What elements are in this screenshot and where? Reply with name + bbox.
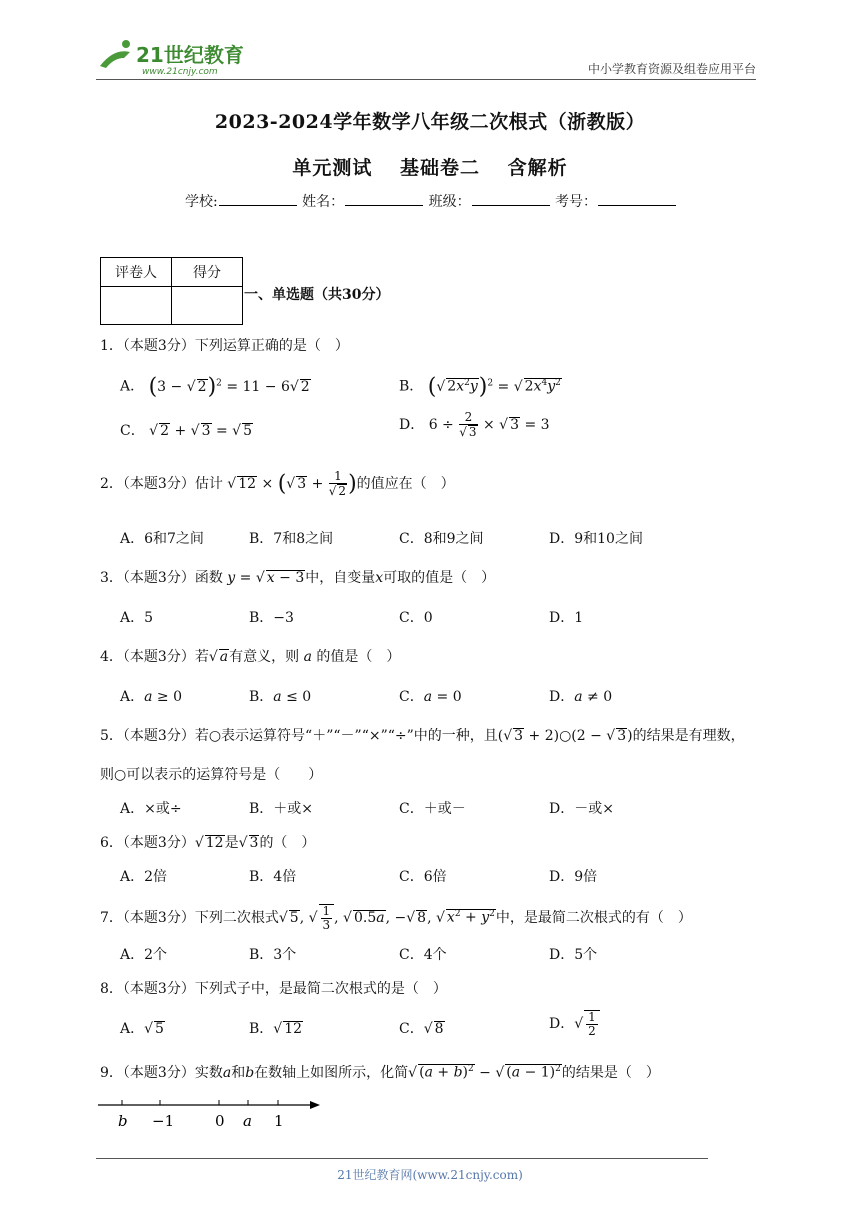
option-label: B． [249,1021,274,1037]
question-number: 6． [100,835,123,851]
arrow-icon [310,1101,320,1109]
option-4a[interactable]: A．a ≥ 0 [120,689,183,705]
question-number: 2． [100,475,123,492]
option-label: D． [549,1016,575,1033]
option-label: B． [249,689,274,705]
score-cell[interactable] [172,287,243,325]
option-4c[interactable]: C．a = 0 [399,689,462,705]
question-number: 9． [100,1065,123,1081]
student-info-fields [0,191,860,211]
question-stem-a: 若 [194,649,209,665]
section-heading: 一、单选题（共30分） [244,287,390,303]
logo-text: 21世纪教育 [136,43,244,67]
option-label: C． [399,1021,424,1037]
question-2: 2．（本题3分）估计 √ 12 × (√ 3 + $\frac{1}{√ 2}$ )的值应在（ ） [100,469,455,498]
question-points: （本题3分） [122,570,195,586]
option-6b[interactable]: B．4倍 [249,869,297,885]
option-label: A． [120,378,145,395]
option-2c[interactable]: C．8和9之间 [399,531,484,547]
question-8 [100,978,447,998]
logo-url: www.21cnjy.com [142,67,218,77]
number-line-label-1: 1 [274,1112,284,1130]
footer-text: 21世纪教育网(www.21cnjy.com) [337,1168,523,1182]
score-table [100,257,243,325]
platform-name: 中小学教育资源及组卷应用平台 [587,62,756,76]
question-points: （本题3分） [122,338,195,354]
option-1c[interactable]: C． √ 2 + √ 3 = √ 5 [120,423,252,439]
question-5: 5．（本题3分）若○表示运算符号“＋”“－”“×”“÷”中的一种，且(√ 3 + 2)○(2 − √ 3)的结果是有理数， [100,728,745,744]
header-divider [96,79,756,80]
question-stem-a: 若○表示运算符号“＋”“－”“×”“÷”中的一种，且 [194,728,498,744]
question-points: （本题3分） [122,981,195,997]
grader-cell[interactable] [101,287,172,325]
question-9: 9．（本题3分）实数a和b在数轴上如图所示，化简√ $(a + b)^2$ − √ $(a - 1)^2$的结果是（ ） [100,1064,660,1081]
question-number: 8． [100,981,123,997]
option-2b[interactable]: B．7和8之间 [249,531,334,547]
number-line-label-a: a [243,1112,252,1130]
option-8d[interactable]: D．√ $\frac{1}{2}$ [549,1010,600,1037]
option-3b[interactable]: B．−3 [249,610,294,626]
school-blank[interactable] [219,193,297,206]
option-5d[interactable]: D．－或× [549,801,614,817]
question-points: （本题3分） [122,649,195,665]
name-blank[interactable] [345,193,423,206]
option-2d[interactable]: D．9和10之间 [549,531,643,547]
option-6d[interactable]: D．9倍 [549,869,598,885]
question-7: 7．（本题3分）下列二次根式√ 5, √ $\frac{1}{3}$ , √ 0.5a, −√ 8, √ $x^2 + y^2$中，是最简二次根式的有（ ） [100,904,692,932]
question-number: 3． [100,570,123,586]
option-7b[interactable]: B．3个 [249,947,297,963]
option-2a[interactable]: A．6和7之间 [120,531,204,547]
option-7c[interactable]: C．4个 [399,947,447,963]
option-5b[interactable]: B．＋或× [249,801,314,817]
number-line-label-b: b [118,1112,128,1130]
question-stem-b: 中，自变量 [305,570,376,586]
footer-divider [96,1158,708,1159]
option-3d[interactable]: D．1 [549,610,584,626]
question-3: 3．（本题3分）函数 y = √ x − 3中，自变量x可取的值是（ ） [100,570,496,586]
option-6a[interactable]: A．2倍 [120,869,168,885]
option-1a[interactable]: A． (3 − √ 2)$^2$ = 11 − 6√ 2 [120,374,310,399]
option-5a[interactable]: A．×或÷ [120,801,182,817]
question-stem-b: 的（ ） [259,835,316,851]
option-7d[interactable]: D．5个 [549,947,598,963]
question-number: 7． [100,910,123,927]
option-3c[interactable]: C．0 [399,610,433,626]
question-stem-a: 估计 [194,475,223,492]
question-stem-b: 的结果是有理数， [632,728,745,744]
option-8b[interactable]: B．√ 12 [249,1021,303,1037]
question-number: 1． [100,338,123,354]
class-blank[interactable] [472,193,550,206]
question-number: 4． [100,649,123,665]
option-1b[interactable]: B． (√ $2x^2y)^2$ = √ $2x^4y^2$ [399,374,561,399]
question-stem-b: 中，是最简二次根式的有（ ） [495,910,692,927]
question-stem-a: 函数 [194,570,223,586]
question-points: （本题3分） [122,475,195,492]
name-label: 姓名： [302,194,345,210]
question-points: （本题3分） [122,728,195,744]
option-6c[interactable]: C．6倍 [399,869,447,885]
number-line-figure [96,1096,326,1130]
option-4d[interactable]: D．a ≠ 0 [549,689,613,705]
option-3a[interactable]: A．5 [120,610,154,626]
question-6: 6．（本题3分）√ 12是√ 3的（ ） [100,835,316,851]
number-line-label-0: 0 [215,1112,225,1130]
question-points: （本题3分） [122,910,195,927]
option-label: B． [399,378,424,395]
question-points: （本题3分） [122,835,195,851]
option-8a[interactable]: A．√ 5 [120,1021,164,1037]
option-label: C． [399,689,424,705]
subtitle-part-3: 含解析 [507,157,568,179]
option-label: A． [120,1021,145,1037]
option-7a[interactable]: A．2个 [120,947,168,963]
number-line-label-neg1: −1 [152,1112,175,1130]
exam-number-label: 考号： [555,194,598,210]
question-points: （本题3分） [122,1065,195,1081]
document-subtitle [0,153,860,180]
question-stem-b: 有意义，则 [229,649,300,665]
option-1d[interactable]: D． 6 ÷ $\frac{2}{√ 3}$ × √ 3 = 3 [399,410,550,439]
school-label: 学校: [184,194,218,210]
class-label: 班级： [428,194,471,210]
option-label: A． [120,689,145,705]
question-4: 4．（本题3分）若√ a有意义，则 a 的值是（ ） [100,649,401,665]
grader-header: 评卷人 [101,258,172,287]
subtitle-part-1: 单元测试 [292,157,373,179]
document-title: 2023-2024学年数学八年级二次根式（浙教版） [214,111,646,133]
question-stem-a: 实数 [194,1065,223,1081]
question-stem-c: 在数轴上如图所示，化简 [254,1065,409,1081]
question-stem-a: 是 [224,835,239,851]
site-logo [96,36,266,78]
question-stem: 下列式子中，是最简二次根式的是（ ） [194,981,447,997]
question-1 [100,335,349,355]
question-stem-c: 的值是（ ） [316,649,401,665]
question-stem-a: 下列二次根式 [194,910,279,927]
question-stem-b: 的值应在（ ） [356,475,455,492]
score-header: 得分 [172,258,243,287]
question-stem-c: 可取的值是（ ） [383,570,496,586]
option-label: D． [399,416,425,433]
question-5-line2: 则○可以表示的运算符号是（ ） [100,767,323,783]
option-8c[interactable]: C．√ 8 [399,1021,444,1037]
option-label: C． [120,423,145,439]
option-5c[interactable]: C．＋或－ [399,801,466,817]
subtitle-part-2: 基础卷二 [399,157,480,179]
option-label: D． [549,689,575,705]
question-number: 5． [100,728,123,744]
question-stem-d: 的结果是（ ） [561,1065,660,1081]
question-stem: 下列运算正确的是（ ） [194,338,349,354]
question-stem-b: 和 [231,1065,246,1081]
option-4b[interactable]: B．a ≤ 0 [249,689,312,705]
exam-number-blank[interactable] [598,193,676,206]
